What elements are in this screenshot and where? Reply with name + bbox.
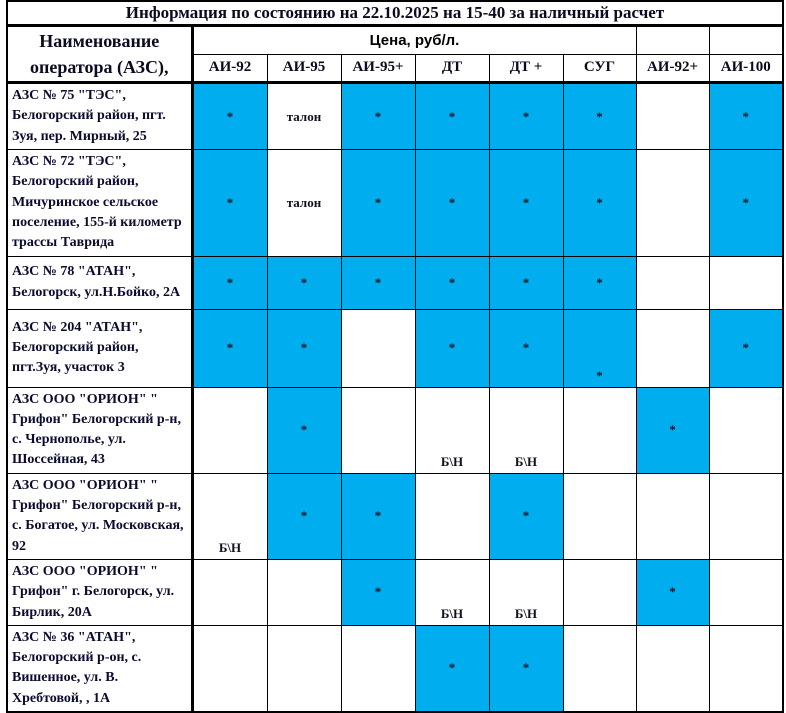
header-empty-cell bbox=[636, 26, 709, 55]
price-cell bbox=[341, 387, 415, 473]
column-header-ai95: АИ-95 bbox=[267, 54, 341, 83]
price-cell: * bbox=[489, 83, 563, 150]
title-row bbox=[7, 1, 783, 26]
price-cell: Б\Н bbox=[415, 559, 489, 625]
price-cell: * bbox=[267, 256, 341, 309]
table-row bbox=[7, 83, 783, 150]
price-cell: * bbox=[341, 150, 415, 256]
price-cell: * bbox=[415, 309, 489, 387]
price-cell bbox=[636, 256, 709, 309]
price-cell bbox=[636, 83, 709, 150]
station-name: АЗС ООО "ОРИОН" " Грифон" г. Белогорск, ул. Бирлик, 20А bbox=[7, 559, 192, 625]
station-name: АЗС ООО "ОРИОН" " Грифон" Белогорский р-н, с. Богатое, ул. Московская, 92 bbox=[7, 473, 192, 559]
header-empty-cell bbox=[709, 26, 783, 55]
column-header-ai100: АИ-100 bbox=[709, 54, 783, 83]
price-cell: талон bbox=[267, 83, 341, 150]
price-cell bbox=[192, 387, 267, 473]
table-row bbox=[7, 309, 783, 387]
page-title: Информация по состоянию на 22.10.2025 на 15-40 за наличный расчет bbox=[7, 1, 783, 26]
column-header-ai95plus: АИ-95+ bbox=[341, 54, 415, 83]
price-cell: * bbox=[489, 473, 563, 559]
price-cell: талон bbox=[267, 150, 341, 256]
price-cell: Б\Н bbox=[415, 387, 489, 473]
price-cell: * bbox=[709, 150, 783, 256]
price-cell bbox=[709, 625, 783, 712]
price-cell: * bbox=[192, 150, 267, 256]
price-cell: * bbox=[415, 256, 489, 309]
table-row bbox=[7, 625, 783, 712]
price-cell: Б\Н bbox=[489, 387, 563, 473]
price-cell: * bbox=[563, 150, 636, 256]
price-cell: * bbox=[415, 83, 489, 150]
price-cell: * bbox=[636, 559, 709, 625]
station-name: АЗС № 75 "ТЭС", Белогорский район, пгт. Зуя, пер. Мирный, 25 bbox=[7, 83, 192, 150]
price-cell bbox=[415, 473, 489, 559]
operator-column-header: Наименование оператора (АЗС), bbox=[7, 26, 192, 83]
price-cell bbox=[267, 625, 341, 712]
price-cell: * bbox=[267, 387, 341, 473]
price-cell: * bbox=[192, 256, 267, 309]
price-cell: * bbox=[341, 256, 415, 309]
station-name: АЗС ООО "ОРИОН" " Грифон" Белогорский р-н, с. Чернополье, ул. Шоссейная, 43 bbox=[7, 387, 192, 473]
price-cell: * bbox=[636, 387, 709, 473]
price-cell: * bbox=[709, 309, 783, 387]
price-cell: * bbox=[415, 625, 489, 712]
price-cell bbox=[636, 473, 709, 559]
price-cell: * bbox=[415, 150, 489, 256]
price-cell: * bbox=[341, 83, 415, 150]
price-cell bbox=[341, 309, 415, 387]
table-row bbox=[7, 473, 783, 559]
price-cell: Б\Н bbox=[489, 559, 563, 625]
price-cell bbox=[636, 150, 709, 256]
price-cell: * bbox=[709, 83, 783, 150]
price-cell bbox=[636, 309, 709, 387]
station-name: АЗС № 78 "АТАН", Белогорск, ул.Н.Бойко, 2А bbox=[7, 256, 192, 309]
price-unit-header: Цена, руб/л. bbox=[192, 26, 636, 55]
price-cell bbox=[341, 625, 415, 712]
price-cell bbox=[563, 559, 636, 625]
price-cell: * bbox=[563, 309, 636, 387]
price-cell bbox=[563, 625, 636, 712]
table-row bbox=[7, 387, 783, 473]
column-header-ai92plus: АИ-92+ bbox=[636, 54, 709, 83]
price-cell bbox=[192, 625, 267, 712]
price-cell: * bbox=[192, 309, 267, 387]
price-cell bbox=[636, 625, 709, 712]
price-cell: * bbox=[489, 150, 563, 256]
price-cell: * bbox=[267, 473, 341, 559]
price-cell bbox=[563, 473, 636, 559]
price-cell: * bbox=[341, 473, 415, 559]
column-header-sug: СУГ bbox=[563, 54, 636, 83]
fuel-price-table bbox=[6, 0, 784, 713]
price-cell: * bbox=[341, 559, 415, 625]
price-cell: * bbox=[489, 309, 563, 387]
price-cell bbox=[709, 559, 783, 625]
price-cell: * bbox=[489, 625, 563, 712]
column-header-dtplus: ДТ + bbox=[489, 54, 563, 83]
price-cell bbox=[267, 559, 341, 625]
header-row-price bbox=[7, 26, 783, 55]
price-cell: * bbox=[563, 83, 636, 150]
price-cell bbox=[563, 387, 636, 473]
price-cell: * bbox=[489, 256, 563, 309]
price-cell bbox=[709, 387, 783, 473]
table-row bbox=[7, 559, 783, 625]
station-name: АЗС № 72 "ТЭС", Белогорский район, Мичуринское сельское поселение, 155-й километр трассы Таврида bbox=[7, 150, 192, 256]
table-row bbox=[7, 150, 783, 256]
price-cell: * bbox=[192, 83, 267, 150]
price-cell bbox=[709, 473, 783, 559]
price-cell: * bbox=[267, 309, 341, 387]
column-header-ai92: АИ-92 bbox=[192, 54, 267, 83]
station-name: АЗС № 36 "АТАН", Белогорский р-он, с. Вишенное, ул. В. Хребтовой, , 1А bbox=[7, 625, 192, 712]
price-cell bbox=[709, 256, 783, 309]
station-name: АЗС № 204 "АТАН", Белогорский район, пгт.Зуя, участок 3 bbox=[7, 309, 192, 387]
price-cell bbox=[192, 559, 267, 625]
price-cell: * bbox=[563, 256, 636, 309]
table-row bbox=[7, 256, 783, 309]
column-header-dt: ДТ bbox=[415, 54, 489, 83]
price-cell: Б\Н bbox=[192, 473, 267, 559]
